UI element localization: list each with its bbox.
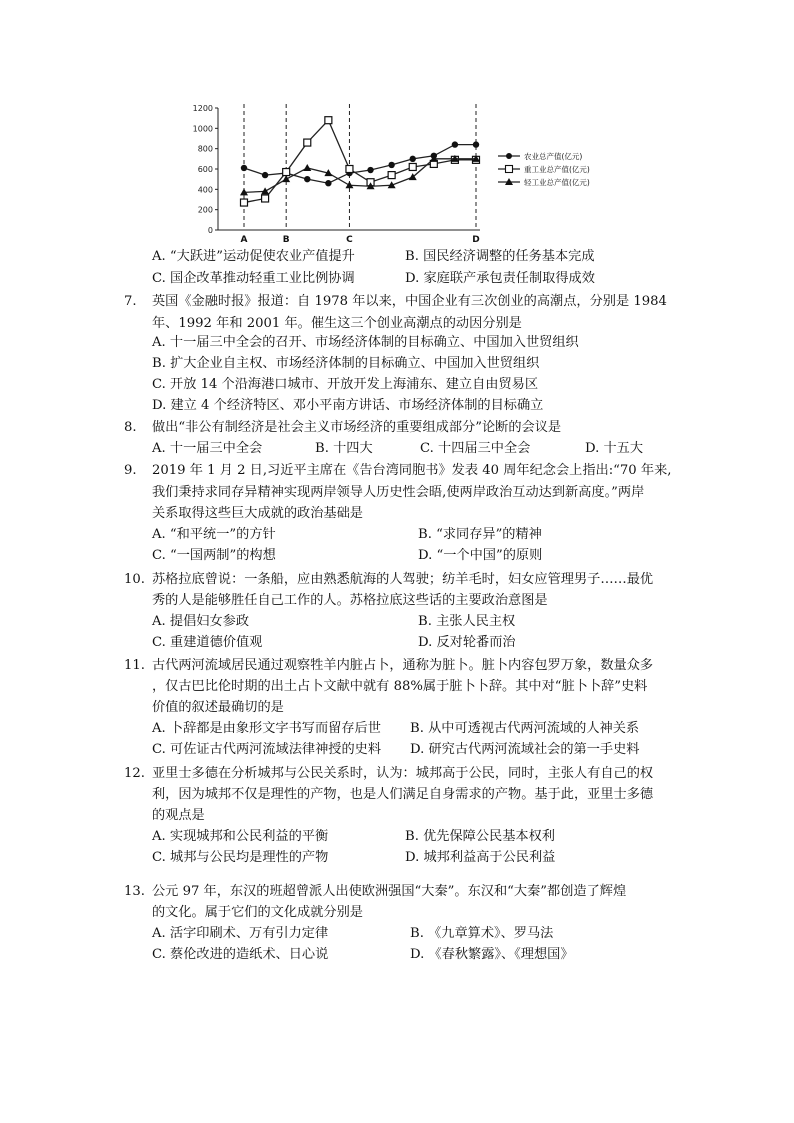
q7-option-a: A. 十一届三中全会的召开、市场经济体制的目标确立、中国加入世贸组织	[152, 335, 579, 350]
q12-option-a: A. 实现城邦和公民利益的平衡	[152, 829, 329, 844]
y-tick-label: 1000	[192, 124, 213, 134]
q7-option-c: C. 开放 14 个沿海港口城市、开放开发上海浦东、建立自由贸易区	[152, 377, 539, 392]
q7-option-d: D. 建立 4 个经济特区、邓小平南方讲话、市场经济体制的目标确立	[152, 398, 544, 413]
series-point-circle	[325, 180, 331, 186]
q8-option-b: B. 十四大	[315, 441, 373, 456]
legend-label: 重工业总产值(亿元)	[524, 165, 590, 174]
q11-option-b: B. 从中可透视古代两河流域的人神关系	[410, 721, 640, 736]
q10-option-b: B. 主张人民主权	[418, 614, 516, 629]
series-point-square	[388, 172, 395, 179]
q12-option-c: C. 城邦与公民均是理性的产物	[152, 850, 329, 865]
q11-option-c: C. 可佐证古代两河流域法律神授的史料	[152, 742, 382, 757]
series-line	[244, 120, 476, 202]
q9-stem-line1: 2019 年 1 月 2 日,习近平主席在《告台湾同胞书》发表 40 周年纪念会上指出:“70 年来,	[152, 463, 672, 478]
q8-option-a: A. 十一届三中全会	[152, 441, 263, 456]
series-point-square	[241, 199, 248, 206]
q7-number: 7.	[124, 294, 137, 309]
q10-number: 10.	[124, 572, 145, 587]
q12-option-d: D. 城邦利益高于公民利益	[405, 850, 556, 865]
series-point-circle	[452, 141, 458, 147]
q7-option-b: B. 扩大企业自主权、市场经济体制的目标确立、中国加入世贸组织	[152, 356, 540, 371]
series-point-circle	[241, 165, 247, 171]
legend-marker-square	[506, 166, 513, 173]
q10-option-a: A. 提倡妇女参政	[152, 614, 250, 629]
series-point-circle	[473, 141, 479, 147]
q13-option-a: A. 活字印刷术、万有引力定律	[152, 926, 329, 941]
q9-option-a: A. “和平统一”的方针	[152, 527, 276, 542]
series-point-circle	[262, 172, 268, 178]
q13-option-b: B. 《九章算术》、罗马法	[410, 926, 554, 941]
q6-option-d: D. 家庭联产承包责任制取得成效	[405, 271, 595, 286]
q7-stem-line1: 英国《金融时报》报道：自 1978 年以来，中国企业有三次创业的高潮点，分别是 1984	[152, 294, 667, 309]
q11-stem-line1: 古代两河流域居民通过观察牲羊内脏占卜，通称为脏卜。脏卜内容包罗万象，数量众多	[152, 658, 654, 673]
q9-option-d: D. “一个中国”的原则	[418, 548, 543, 563]
y-tick-label: 1200	[192, 104, 213, 113]
y-tick-label: 800	[197, 144, 213, 154]
series-point-square	[346, 166, 353, 173]
q11-stem-line3: 价值的叙述最确切的是	[152, 700, 284, 715]
q11-stem-line2: ，仅古巴比伦时期的出土占卜文献中就有 88%属于脏卜卜辞。其中对“脏卜卜辞”史料	[152, 679, 648, 694]
q13-stem-line1: 公元 97 年，东汉的班超曾派人出使欧洲强国“大秦”。东汉和“大秦”都创造了辉煌	[152, 884, 627, 899]
series-point-triangle	[303, 164, 311, 171]
series-point-square	[325, 117, 332, 124]
chart-svg	[180, 100, 620, 250]
series-point-square	[283, 169, 290, 176]
legend-label: 轻工业总产值(亿元)	[524, 178, 590, 187]
q13-option-c: C. 蔡伦改进的造纸术、日心说	[152, 947, 329, 962]
series-point-circle	[410, 156, 416, 162]
q11-number: 11.	[124, 658, 145, 673]
y-tick-label: 600	[197, 165, 213, 174]
q13-stem-line2: 的文化。属于它们的文化成就分别是	[152, 905, 363, 920]
q12-option-b: B. 优先保障公民基本权利	[405, 829, 555, 844]
q10-stem-line2: 秀的人是能够胜任自己工作的人。苏格拉底这些话的主要政治意图是	[152, 593, 548, 608]
q12-stem-line1: 亚里士多德在分析城邦与公民关系时，认为：城邦高于公民，同时，主张人有自己的权	[152, 766, 654, 781]
q10-option-d: D. 反对轮番而治	[418, 635, 516, 650]
q10-stem-line1: 苏格拉底曾说：一条船，应由熟悉航海的人驾驶；纺羊毛时，妇女应管理男子……最优	[152, 572, 654, 587]
q9-stem-line3: 关系取得这些巨大成就的政治基础是	[152, 506, 363, 521]
x-tick-label: C	[346, 235, 353, 245]
legend-label: 农业总产值(亿元)	[524, 152, 583, 161]
q8-option-d: D. 十五大	[585, 441, 644, 456]
series-point-square	[262, 195, 269, 202]
series-point-circle	[304, 176, 310, 182]
production-value-chart	[180, 100, 620, 250]
series-point-circle	[388, 162, 394, 168]
q11-option-a: A. 卜辞都是由象形文字书写而留存后世	[152, 721, 381, 736]
q9-number: 9.	[124, 463, 137, 478]
x-tick-label: B	[282, 235, 290, 245]
series-line	[244, 145, 476, 184]
q8-number: 8.	[124, 420, 137, 435]
series-point-square	[409, 163, 416, 170]
q12-number: 12.	[124, 766, 145, 781]
q8-option-c: C. 十四届三中全会	[420, 441, 531, 456]
q13-number: 13.	[124, 884, 145, 899]
q13-option-d: D. 《春秋繁露》、《理想国》	[410, 947, 574, 962]
y-tick-label: 0	[207, 226, 213, 235]
q12-stem-line3: 的观点是	[152, 808, 205, 823]
x-tick-label: D	[472, 235, 480, 245]
q6-option-b: B. 国民经济调整的任务基本完成	[405, 249, 595, 264]
q8-stem-line1: 做出“非公有制经济是社会主义市场经济的重要组成部分”论断的会议是	[152, 420, 562, 435]
x-tick-label: A	[240, 235, 248, 245]
q7-stem-line2: 年、1992 年和 2001 年。催生这三个创业高潮点的动因分别是	[152, 316, 522, 331]
q9-option-c: C. “一国两制”的构想	[152, 548, 276, 563]
q10-option-c: C. 重建道德价值观	[152, 635, 263, 650]
y-tick-label: 400	[197, 185, 213, 195]
series-point-square	[304, 139, 311, 146]
q9-option-b: B. “求同存异”的精神	[418, 527, 542, 542]
q12-stem-line2: 利，因为城邦不仅是理性的产物，也是人们满足自身需求的产物。基于此，亚里士多德	[152, 787, 654, 802]
q6-option-c: C. 国企改革推动轻重工业比例协调	[152, 271, 355, 286]
q9-stem-line2: 我们秉持求同存异精神实现两岸领导人历史性会晤,使两岸政治互动达到新高度。”两岸	[152, 485, 645, 500]
q11-option-d: D. 研究古代两河流域社会的第一手史料	[410, 742, 640, 757]
q6-option-a: A. “大跃进”运动促使农业产值提升	[152, 249, 355, 264]
y-tick-label: 200	[197, 205, 213, 215]
series-point-circle	[367, 167, 373, 173]
legend-marker-circle	[506, 153, 512, 159]
